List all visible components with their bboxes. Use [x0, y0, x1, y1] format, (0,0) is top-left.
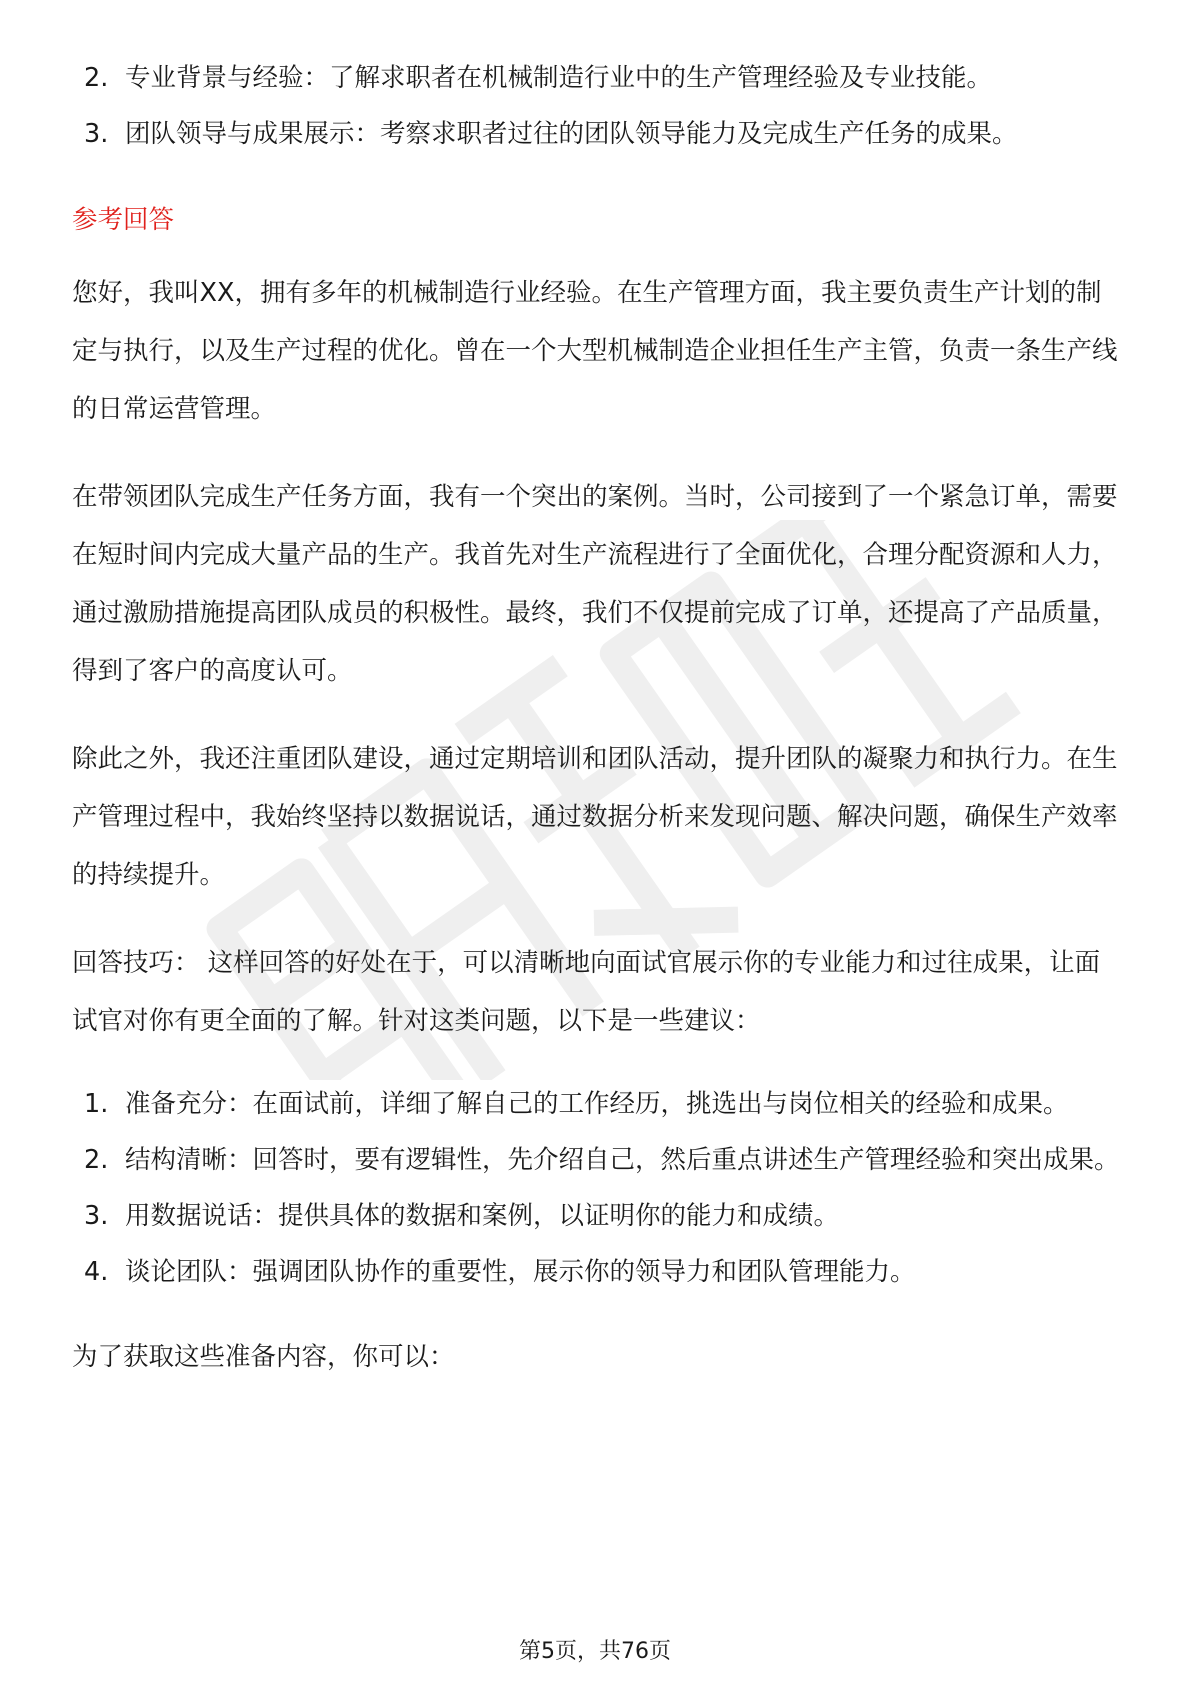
closing-paragraph: 为了获取这些准备内容，你可以：: [72, 1342, 455, 1372]
list-number: 2.: [84, 1145, 109, 1175]
list-number: 4.: [84, 1257, 109, 1287]
list-number: 2.: [84, 63, 109, 93]
list-item: [72, 50, 1122, 106]
tips-intro-paragraph: 回答技巧： 这样回答的好处在于，可以清晰地向面试官展示你的专业能力和过往成果，让面试官对你有更全面的了解。针对这类问题，以下是一些建议：: [72, 948, 1101, 1036]
list-number: 3.: [84, 119, 109, 149]
criteria-list: [72, 50, 1122, 162]
list-number: 1.: [84, 1089, 109, 1119]
answer-paragraph: 除此之外，我还注重团队建设，通过定期培训和团队活动，提升团队的凝聚力和执行力。在生产管理过程中，我始终坚持以数据说话，通过数据分析来发现问题、解决问题，确保生产效率的持续提升。: [72, 744, 1118, 890]
answer-paragraph: 您好，我叫XX，拥有多年的机械制造行业经验。在生产管理方面，我主要负责生产计划的制定与执行，以及生产过程的优化。曾在一个大型机械制造企业担任生产主管，负责一条生产线的日常运营管理。: [72, 278, 1118, 424]
list-text: 准备充分：在面试前，详细了解自己的工作经历，挑选出与岗位相关的经验和成果。: [125, 1089, 1069, 1119]
reference-answer-heading: 参考回答: [72, 205, 175, 235]
list-item: [72, 1076, 1122, 1132]
tips-list: [72, 1076, 1122, 1300]
list-item: [72, 106, 1122, 162]
answer-paragraph: 在带领团队完成生产任务方面，我有一个突出的案例。当时，公司接到了一个紧急订单，需要在短时间内完成大量产品的生产。我首先对生产流程进行了全面优化，合理分配资源和人力，通过激励措施提高团队成员的积极性。最终，我们不仅提前完成了订单，还提高了产品质量，得到了客户的高度认可。: [72, 482, 1118, 686]
list-text: 团队领导与成果展示：考察求职者过往的团队领导能力及完成生产任务的成果。: [125, 119, 1018, 149]
list-text: 用数据说话：提供具体的数据和案例，以证明你的能力和成绩。: [125, 1201, 840, 1231]
list-number: 3.: [84, 1201, 109, 1231]
list-item: [72, 1188, 1122, 1244]
list-item: [72, 1244, 1122, 1300]
main-content: [72, 50, 1122, 1386]
list-text: 谈论团队：强调团队协作的重要性，展示你的领导力和团队管理能力。: [125, 1257, 916, 1287]
list-text: 专业背景与经验：了解求职者在机械制造行业中的生产管理经验及专业技能。: [125, 63, 993, 93]
page-footer: 第5页，共76页: [519, 1639, 671, 1664]
list-text: 结构清晰：回答时，要有逻辑性，先介绍自己，然后重点讲述生产管理经验和突出成果。: [125, 1145, 1120, 1175]
list-item: [72, 1132, 1122, 1188]
